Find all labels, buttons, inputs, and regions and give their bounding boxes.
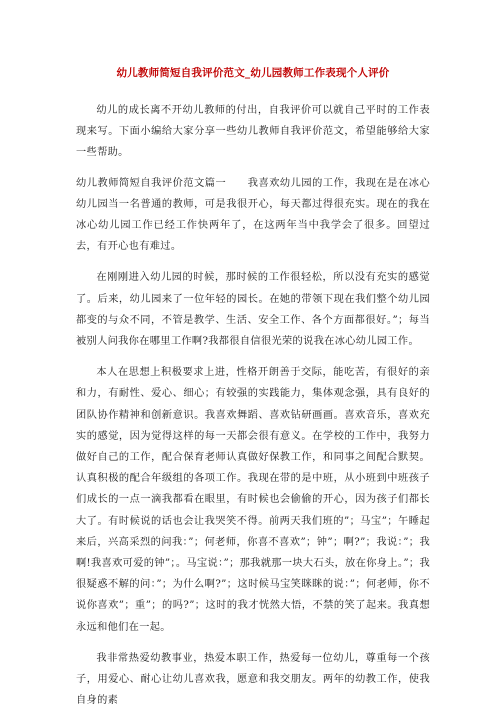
paragraph-intro: 幼儿的成长离不开幼儿教师的付出，自我评价可以就自己平时的工作表现来写。下面小编给大家分享一些幼儿教师自我评价范文，希望能够给大家一些帮助。 — [76, 105, 430, 159]
paragraph-sample-one: 幼儿教师简短自我评价范文篇一 我喜欢幼儿园的工作，我现在是在冰心幼儿园当一名普通的教师，可是我很开心，每天都过得很充实。现在的我在冰心幼儿园工作已经工作快两年了，在这两年当中我学会了很多。回望过去，有开心也有难过。 — [76, 177, 430, 253]
paragraph-self-description: 本人在思想上积极要求上进，性格开朗善于交际，能吃苦，有很好的亲和力，有耐性、爱心、细心；有较强的实践能力，集体观念强，具有良好的团队协作精神和创新意识。我喜欢舞蹈、喜欢钻研画画。喜欢音乐，喜欢充实的感觉，因为觉得这样的每一天都会很有意义。在学校的工作中，我努力做好自己的工作，配合保育老师认真做好保教工作，和同事之间配合默契。认真积极的配合年级组的各项工作。我现在带的是中班，从小班到中班孩子们成长的一点一滴我都看在眼里，有时候也会偷偷的开心，因为孩子们都长大了。有时候说的话也会让我哭笑不得。前两天我们班的”；马宝”；午睡起来后，兴高采烈的问我：”；何老师，你喜不喜欢”；钟”；啊?”；我说：”；我啊!我喜欢可爱的钟”；。马宝说：”；那我就那一块大石头，放在你身上。”；我很疑惑不解的问：”；为什么啊?”；这时候马宝笑眯眯的说：”；何老师，你不说你喜欢”；重”；的吗?”；这时的我才恍然大悟，不禁的笑了起来。我真想永远和他们在一起。 — [76, 367, 430, 633]
document-title: 幼儿教师简短自我评价范文_幼儿园教师工作表现个人评价 — [116, 67, 390, 79]
paragraph-love-of-work: 我非常热爱幼教事业，热爱本职工作，热爱每一位幼儿，尊重每一个孩子，用爱心、耐心让幼儿喜欢我，愿意和我交朋友。两年的幼教工作，使我自身的素 — [76, 652, 430, 707]
paragraph-early-work: 在刚刚进入幼儿园的时候，那时候的工作很轻松，所以没有充实的感觉了。后来，幼儿园来了一位年轻的园长。在她的带领下现在我们整个幼儿园都变的与众不同，不管是教学、生活、安全工作、各个方面都很好。”；每当被别人问我你在哪里工作啊?我都很自信很光荣的说我在冰心幼儿园工作。 — [76, 272, 430, 348]
